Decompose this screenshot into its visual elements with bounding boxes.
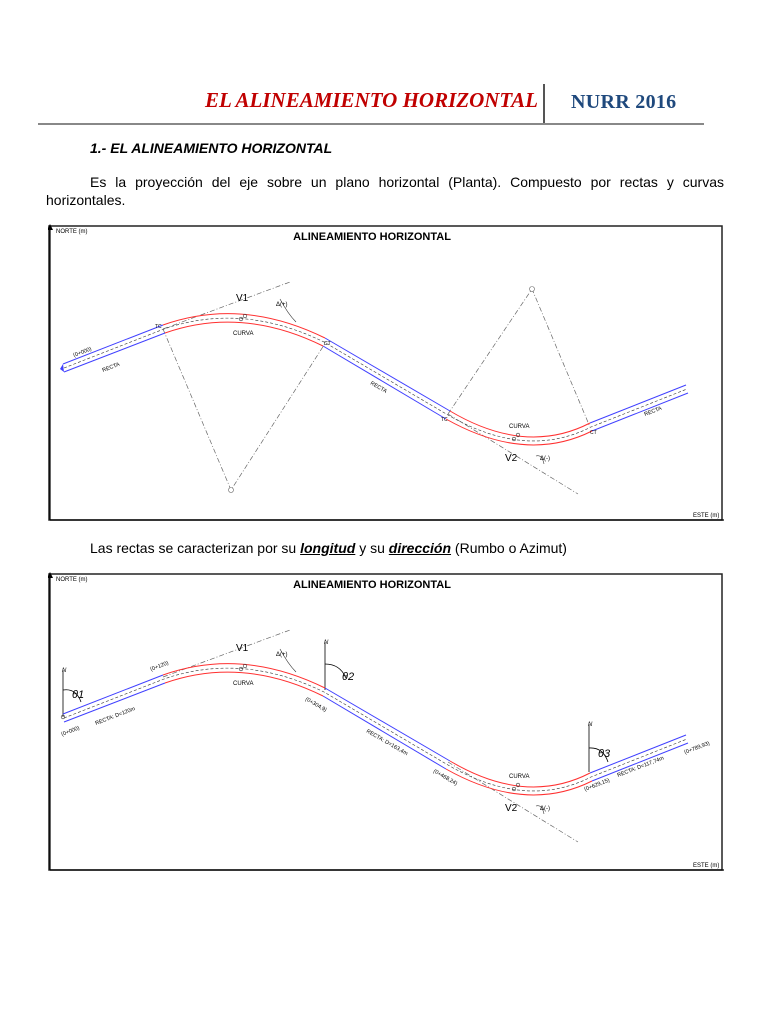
- north-label-3: N: [588, 722, 593, 728]
- station-end: (0+789,93): [683, 740, 711, 756]
- theta-2: θ2: [342, 671, 355, 683]
- label-curva-2: CURVA: [509, 424, 530, 430]
- label-recta-3: RECTA: [643, 405, 663, 418]
- x-axis-label: ESTE (m): [693, 863, 720, 869]
- label-tc-2: TC: [441, 417, 448, 423]
- y-axis-label: NORTE (m): [56, 577, 88, 583]
- y-axis-label: NORTE (m): [56, 229, 88, 235]
- station-2: (0+304,9): [304, 696, 328, 714]
- label-recta-1: RECTA: [101, 361, 121, 374]
- label-curva-1: CURVA: [233, 331, 254, 337]
- section-title: 1.- EL ALINEAMIENTO HORIZONTAL: [90, 140, 333, 156]
- term-direccion: dirección: [388, 540, 452, 556]
- header-title: EL ALINEAMIENTO HORIZONTAL: [205, 88, 538, 112]
- station-3: (0+468,24): [432, 768, 459, 788]
- figure-1-alignment: [48, 224, 724, 522]
- figure-title: ALINEAMIENTO HORIZONTAL: [293, 231, 451, 243]
- label-delta-pos: Δ(+): [276, 302, 288, 308]
- label-start: (0+000): [72, 346, 93, 359]
- station-1: (0+120): [149, 660, 170, 673]
- station-4: (0+629,15): [583, 777, 611, 793]
- label-curva-2: CURVA: [509, 774, 530, 780]
- label-recta-2: RECTA: D=163,4m: [365, 728, 409, 758]
- x-axis-label: ESTE (m): [693, 513, 720, 519]
- label-delta-pos: Δ(+): [276, 652, 288, 658]
- north-label-1: N: [62, 668, 67, 674]
- figure-2-alignment-directions: [48, 572, 724, 872]
- header-brand: NURR 2016: [571, 91, 677, 113]
- label-recta-3: RECTA: D=117,74m: [616, 755, 665, 779]
- term-longitud: longitud: [300, 540, 356, 556]
- paragraph-intro: Es la proyección del eje sobre un plano horizontal (Planta). Compuesto por rectas y curvas horizontales.: [46, 174, 724, 208]
- theta-1: θ1: [72, 689, 85, 701]
- label-v1: V1: [236, 643, 249, 654]
- label-delta-neg: Δ(-): [540, 456, 551, 462]
- figure-title: ALINEAMIENTO HORIZONTAL: [293, 579, 451, 591]
- station-start: (0+000): [60, 725, 81, 738]
- label-v1: V1: [236, 293, 249, 304]
- label-delta-neg: Δ(-): [540, 806, 551, 812]
- label-curva-1: CURVA: [233, 681, 254, 687]
- label-ct-2: CT: [590, 430, 597, 436]
- label-tc-1: TC: [155, 324, 162, 330]
- north-label-2: N: [324, 640, 329, 646]
- paragraph-rectas: Las rectas se caracterizan por su longitud y su dirección (Rumbo o Azimut): [90, 540, 567, 556]
- theta-3: θ3: [598, 748, 611, 760]
- label-recta-2: RECTA: [369, 380, 388, 395]
- header-rule: [38, 123, 704, 125]
- label-v2: V2: [505, 803, 518, 814]
- label-recta-1: RECTA: D=120m: [94, 706, 137, 727]
- header-separator: [543, 84, 545, 124]
- label-ct-1: CT: [324, 341, 331, 347]
- label-v2: V2: [505, 453, 518, 464]
